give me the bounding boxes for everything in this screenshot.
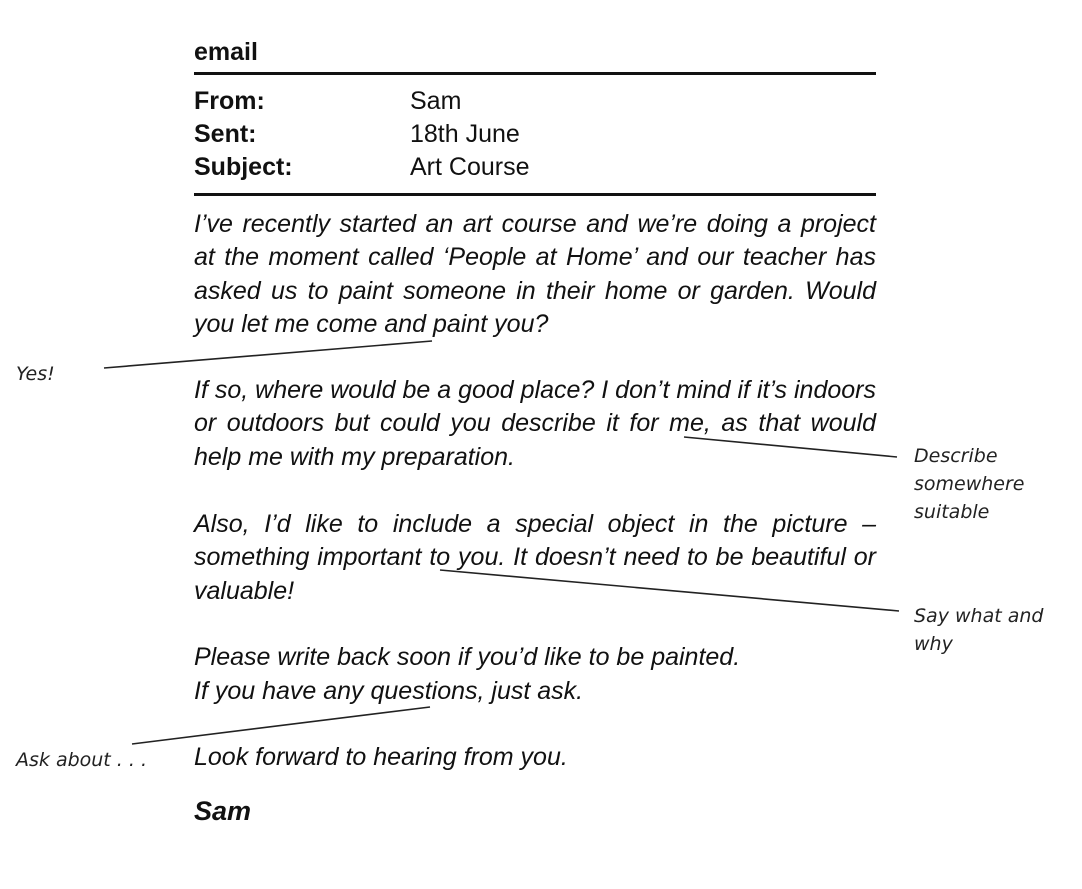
body-paragraph-object: Also, I’d like to include a special object in the picture – something important to you. It doesn’t need to be beautiful or valuable! xyxy=(194,510,876,605)
pointer-line-say-what xyxy=(440,570,899,611)
body-closing-line: Look forward to hearing from you. xyxy=(194,743,568,771)
note-describe-line: Describe xyxy=(914,445,998,467)
pointer-line-ask xyxy=(132,707,430,744)
sent-value: 18th June xyxy=(410,120,520,148)
email-heading: email xyxy=(194,38,258,66)
note-describe-line: suitable xyxy=(914,501,990,523)
body-paragraph-place: If so, where would be a good place? I don’t mind if it’s indoors or outdoors but could you describe it for me, as that would help me with my preparation. xyxy=(194,376,876,471)
subject-label: Subject: xyxy=(194,153,293,181)
note-describe-line: somewhere xyxy=(914,473,1025,495)
subject-value: Art Course xyxy=(410,153,530,181)
signature: Sam xyxy=(194,796,252,826)
note-say-line: why xyxy=(914,633,953,655)
pointer-line-describe xyxy=(684,437,897,457)
body-paragraph-questions: If you have any questions, just ask. xyxy=(194,677,584,705)
body-paragraph-request: I’ve recently started an art course and we’re doing a project at the moment called ‘People at Home’ and our teacher has asked us to paint someone in their home or garden. Would you let me come and paint you? xyxy=(194,210,876,339)
note-yes: Yes! xyxy=(16,363,55,385)
pointer-line-yes xyxy=(104,341,432,368)
from-value: Sam xyxy=(410,87,462,115)
body-paragraph-write-back: Please write back soon if you’d like to be painted. xyxy=(194,643,741,671)
note-say-line: Say what and xyxy=(914,605,1044,627)
note-ask-about: Ask about . . . xyxy=(16,749,147,771)
from-label: From: xyxy=(194,87,265,115)
sent-label: Sent: xyxy=(194,120,257,148)
